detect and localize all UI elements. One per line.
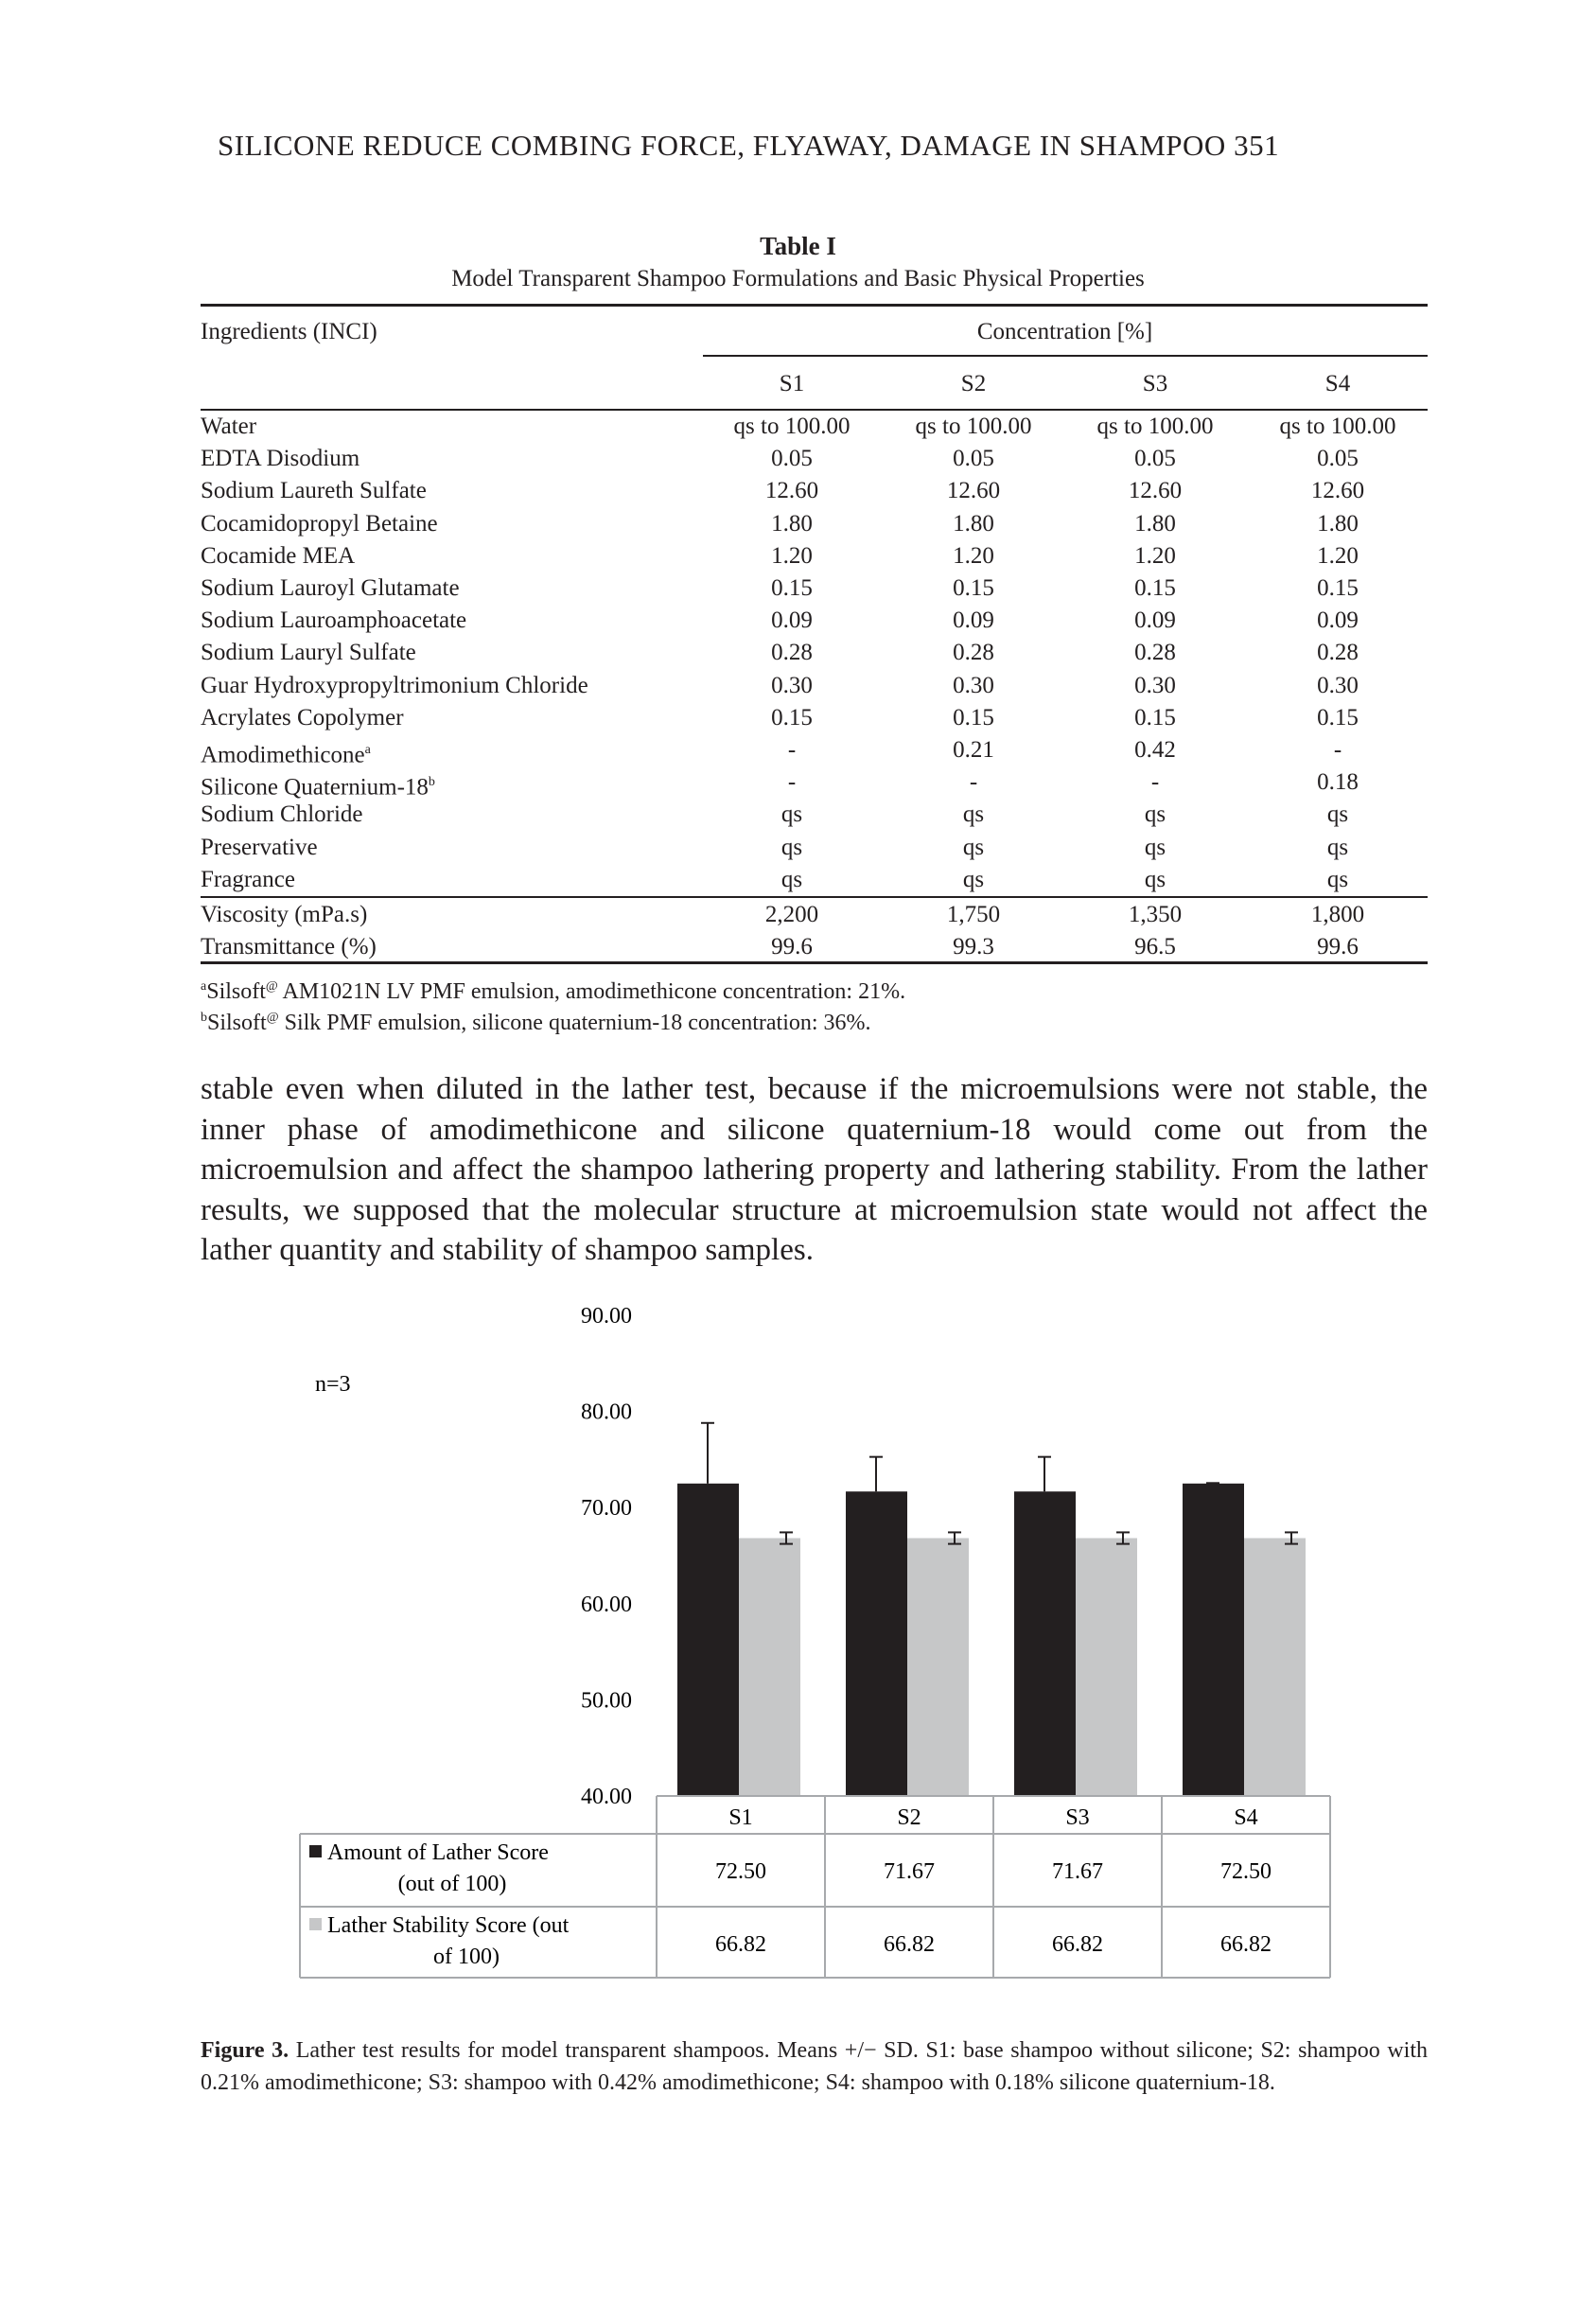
col-s4: S4 [1324, 371, 1351, 396]
legend-swatch [309, 1918, 322, 1930]
table-row [201, 475, 1428, 507]
y-tick-label: 80.00 [581, 1399, 632, 1425]
cell-value: 1,750 [946, 902, 1001, 927]
cell-value: 99.6 [771, 934, 813, 959]
legend-label: Lather Stability Score (out [327, 1913, 570, 1938]
y-tick-label: 70.00 [581, 1496, 632, 1522]
category-label: S1 [728, 1805, 753, 1830]
ingredient-name: Sodium Chloride [201, 801, 363, 828]
bar-stability [907, 1539, 969, 1796]
category-label: S4 [1234, 1805, 1258, 1830]
table-header [201, 316, 1428, 348]
cell-value: qs to 100.00 [1279, 414, 1396, 439]
ingredient-name: Guar Hydroxypropyltrimonium Chloride [201, 672, 588, 698]
property-name: Transmittance (%) [201, 934, 377, 959]
table-row [201, 637, 1428, 669]
bar-stability [1076, 1539, 1137, 1796]
cell-value: 0.30 [771, 672, 813, 698]
cell-value: 0.15 [1317, 575, 1359, 601]
cell-value: 1.80 [953, 510, 994, 537]
cell-value: - [787, 769, 797, 796]
cell-value: 1.20 [1317, 542, 1359, 569]
ingredient-name: Silicone Quaternium-18$^b$ [201, 774, 435, 801]
running-head: SILICONE REDUCE COMBING FORCE, FLYAWAY, DAMAGE IN SHAMPOO 351 [218, 129, 1280, 162]
table-row [201, 540, 1428, 572]
table-row [201, 443, 1428, 475]
cell-value: 99.6 [1317, 934, 1359, 959]
cell-value: 0.09 [953, 607, 994, 634]
cell-value: 12.60 [1310, 478, 1365, 504]
footnote-b: $^b$Silsoft@ Silk PMF emulsion, silicone quaternium-18 concentration: 36%. [201, 1011, 871, 1035]
col-s1: S1 [779, 371, 805, 396]
cell-value: 0.28 [1134, 640, 1176, 666]
ingredient-name: Acrylates Copolymer [201, 704, 404, 731]
cell-value: qs [962, 801, 985, 828]
cell-value: 0.15 [1134, 575, 1176, 601]
figure-caption: Figure 3. Lather test results for model transparent shampoos. Means +/− SD. S1: base shampoo without silicone; S2: shampoo with 0.21% amodimethicone; S3: shampoo with 0.42% amodimethicone; S4: shampoo with 0.18% silicone quaternium-18. [201, 2038, 1429, 2095]
legend-label: (out of 100) [397, 1872, 507, 1896]
cell-value: 0.30 [1134, 672, 1176, 698]
table-row [201, 766, 1428, 799]
data-label: 72.50 [1220, 1859, 1272, 1884]
cell-value: 1.20 [1134, 542, 1176, 569]
ingredient-name: EDTA Disodium [201, 446, 360, 472]
ingredient-name: Sodium Lauroamphoacetate [201, 607, 467, 634]
cell-value: qs [780, 801, 803, 828]
col-s3: S3 [1142, 371, 1168, 396]
cell-value: qs [1144, 866, 1166, 892]
cell-value: 0.30 [1317, 672, 1359, 698]
data-label: 71.67 [884, 1859, 935, 1884]
ingredient-name: Sodium Lauroyl Glutamate [201, 575, 460, 601]
y-tick-label: 60.00 [581, 1592, 632, 1617]
property-name: Viscosity (mPa.s) [201, 902, 368, 927]
table-row [201, 702, 1428, 734]
legend-label: of 100) [433, 1945, 500, 1969]
cell-value: qs [780, 834, 803, 860]
table-row [201, 799, 1428, 831]
col-ingredients: Ingredients (INCI) [201, 319, 377, 344]
cell-value: 1,800 [1310, 902, 1365, 927]
n-annotation: n=3 [315, 1372, 351, 1397]
cell-value: qs to 100.00 [915, 414, 1032, 439]
cell-value: qs [1326, 834, 1349, 860]
cell-value: 0.28 [1317, 640, 1359, 666]
cell-value: - [787, 737, 797, 763]
cell-value: 1.80 [771, 510, 813, 537]
ingredient-name: Fragrance [201, 866, 295, 892]
cell-value: 0.09 [1317, 607, 1359, 634]
cell-value: 0.30 [953, 672, 994, 698]
table-row [201, 572, 1428, 605]
cell-value: qs to 100.00 [733, 414, 851, 439]
table-row [201, 605, 1428, 637]
cell-value: qs to 100.00 [1096, 414, 1214, 439]
concentration-rule [703, 355, 1428, 357]
table-row [201, 670, 1428, 702]
legend-label: Amount of Lather Score [327, 1840, 549, 1865]
cell-value: 0.05 [953, 446, 994, 472]
bar-amount [1183, 1484, 1244, 1796]
cell-value: qs [1326, 866, 1349, 892]
data-label: 66.82 [715, 1932, 766, 1957]
ingredient-name: Water [201, 414, 257, 439]
cell-value: 12.60 [946, 478, 1001, 504]
cell-value: 1.20 [771, 542, 813, 569]
cell-value: 12.60 [1128, 478, 1183, 504]
cell-value: 0.18 [1317, 769, 1359, 796]
bar-amount [1014, 1491, 1076, 1796]
cell-value: qs [1144, 801, 1166, 828]
cell-value: qs [780, 866, 803, 892]
cell-value: 96.5 [1134, 934, 1176, 959]
footnote-a: $^a$Silsoft@ AM1021N LV PMF emulsion, amodimethicone concentration: 21%. [201, 979, 906, 1004]
y-tick-label: 50.00 [581, 1688, 632, 1714]
cell-value: qs [1144, 834, 1166, 860]
cell-value: 1.80 [1134, 510, 1176, 537]
table-row [201, 864, 1428, 896]
sample-header [201, 368, 1428, 400]
bar-amount [846, 1491, 907, 1796]
table-bottom-rule [201, 961, 1428, 964]
property-row [201, 899, 1428, 931]
cell-value: 0.09 [771, 607, 813, 634]
cell-value: 1.20 [953, 542, 994, 569]
cell-value: 0.15 [1134, 704, 1176, 731]
cell-value: qs [962, 834, 985, 860]
data-label: 72.50 [715, 1859, 766, 1884]
cell-value: qs [1326, 801, 1349, 828]
cell-value: 0.42 [1134, 737, 1176, 763]
table-row [201, 411, 1428, 443]
table-title: Model Transparent Shampoo Formulations and Basic Physical Properties [451, 266, 1145, 291]
cell-value: 0.28 [771, 640, 813, 666]
cell-value: 0.05 [771, 446, 813, 472]
cell-value: 1,350 [1128, 902, 1183, 927]
properties-rule [201, 896, 1428, 898]
table-row [201, 508, 1428, 540]
data-label: 66.82 [1052, 1932, 1103, 1957]
bar-amount [677, 1484, 739, 1796]
cell-value: 0.15 [953, 704, 994, 731]
ingredient-name: Amodimethicone$^a$ [201, 742, 371, 768]
ingredient-name: Sodium Lauryl Sulfate [201, 640, 416, 666]
cell-value: 1.80 [1317, 510, 1359, 537]
cell-value: 0.15 [771, 575, 813, 601]
data-label: 66.82 [1220, 1932, 1272, 1957]
ingredient-name: Sodium Laureth Sulfate [201, 478, 427, 504]
category-label: S2 [897, 1805, 921, 1830]
cell-value: 0.21 [953, 737, 994, 763]
col-concentration: Concentration [%] [976, 319, 1153, 344]
property-row [201, 931, 1428, 963]
cell-value: - [1150, 769, 1160, 796]
cell-value: 0.05 [1317, 446, 1359, 472]
body-paragraph: stable even when diluted in the lather test, because if the microemulsions were not stable, the inner phase of amodimethicone and silicone quaternium-18 would come out from the microemulsion and affect the shampoo lathering property and lathering stability. From the lather results, we supposed that the molecular structure at microemulsion state would not affect the lather quantity and stability of shampoo samples. [201, 1072, 1428, 1267]
col-s2: S2 [960, 371, 987, 396]
bar-stability [1244, 1539, 1306, 1796]
ingredient-name: Cocamide MEA [201, 542, 356, 569]
data-label: 71.67 [1052, 1859, 1103, 1884]
ingredient-name: Cocamidopropyl Betaine [201, 510, 438, 537]
cell-value: - [1333, 737, 1342, 763]
lather-chart [0, 1277, 1596, 1997]
cell-value: 0.09 [1134, 607, 1176, 634]
cell-value: qs [962, 866, 985, 892]
category-label: S3 [1065, 1805, 1090, 1830]
table-label: Table I [760, 232, 836, 260]
cell-value: 0.05 [1134, 446, 1176, 472]
bar-stability [739, 1539, 800, 1796]
table-row [201, 734, 1428, 766]
table-row [201, 832, 1428, 864]
y-tick-label: 90.00 [581, 1304, 632, 1329]
cell-value: 12.60 [764, 478, 819, 504]
legend-swatch [309, 1845, 322, 1857]
ingredient-name: Preservative [201, 834, 318, 860]
cell-value: 0.15 [771, 704, 813, 731]
cell-value: 0.15 [1317, 704, 1359, 731]
cell-value: 0.28 [953, 640, 994, 666]
cell-value: 2,200 [764, 902, 819, 927]
data-label: 66.82 [884, 1932, 935, 1957]
cell-value: 0.15 [953, 575, 994, 601]
cell-value: 99.3 [953, 934, 994, 959]
y-tick-label: 40.00 [581, 1785, 632, 1809]
table-top-rule [201, 304, 1428, 307]
cell-value: - [969, 769, 978, 796]
